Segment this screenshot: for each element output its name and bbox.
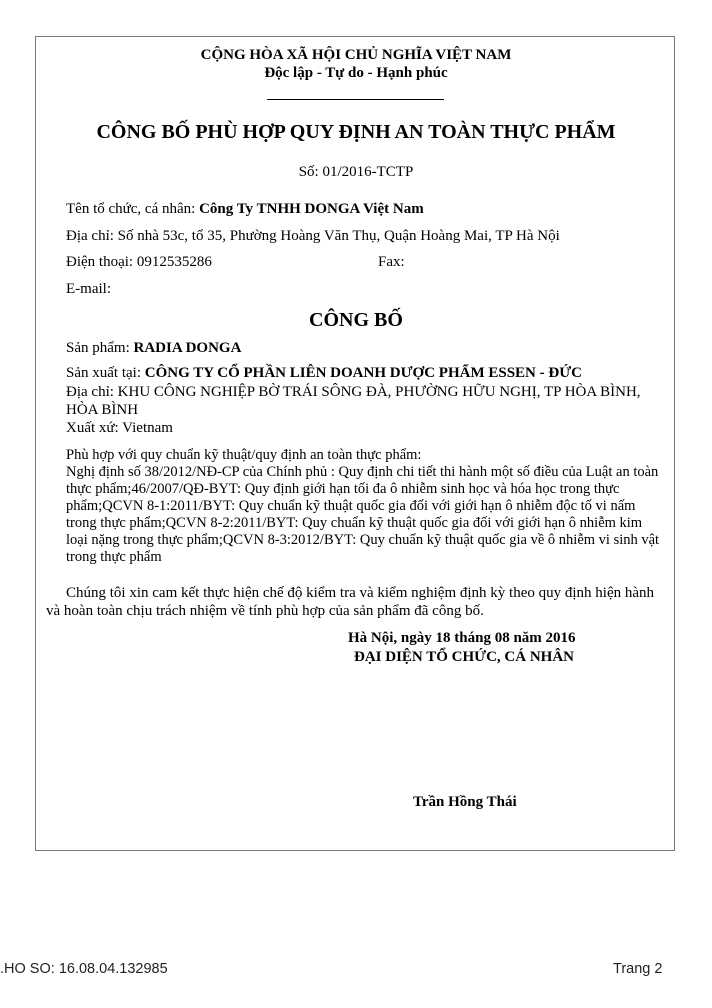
product-label: Sản phẩm: [66,340,130,356]
org-phone: Điện thoại: 0912535286 [66,254,212,270]
signer-name: Trần Hồng Thái [413,794,517,810]
org-fax: Fax: [378,254,405,270]
document-frame [35,36,675,851]
product-line [66,339,241,357]
announce-heading: CÔNG BỐ [309,309,403,331]
producer-value: CÔNG TY CỔ PHẦN LIÊN DOANH DƯỢC PHẨM ESSEN - ĐỨC [144,365,582,381]
signature-role: ĐẠI DIỆN TỔ CHỨC, CÁ NHÂN [354,649,575,665]
org-address: Địa chỉ: Số nhà 53c, tổ 35, Phường Hoàng Văn Thụ, Quận Hoàng Mai, TP Hà Nội [66,228,560,244]
origin: Xuất xứ: Vietnam [66,420,173,436]
standards-intro: Phù hợp với quy chuẩn kỹ thuật/quy định an toàn thực phẩm: [66,447,422,463]
country-heading: CỘNG HÒA XÃ HỘI CHỦ NGHĨA VIỆT NAM [200,47,512,63]
signature-date: Hà Nội, ngày 18 tháng 08 năm 2016 [348,630,576,646]
org-email: E-mail: [66,281,111,297]
producer-address: Địa chỉ: KHU CÔNG NGHIỆP BỜ TRÁI SÔNG ĐÀ, PHƯỜNG HỮU NGHỊ, TP HÒA BÌNH, HÒA BÌNH [66,384,641,418]
org-name-line [66,200,424,218]
document-title: CÔNG BỐ PHÙ HỢP QUY ĐỊNH AN TOÀN THỰC PHẨM [96,121,616,143]
org-name-label: Tên tổ chức, cá nhân: [66,201,196,217]
page-number: Trang 2 [613,961,663,977]
motto: Độc lập - Tự do - Hạnh phúc [264,65,448,81]
document-number: Số: 01/2016-TCTP [298,164,414,180]
standards-body: Nghị định số 38/2012/NĐ-CP của Chính phủ : Quy định chi tiết thi hành một số điều của Luật an toàn thực phẩm;46/2007/QĐ-BYT: Quy định giới hạn tối đa ô nhiễm sinh học và hóa học trong thực phẩm;QCVN 8-1:2011/BYT: Quy chuẩn kỹ thuật quốc gia đối với giới hạn ô nhiễm độc tố vi nấm trong thực phẩm;QCVN 8-2:2011/BYT: Quy chuẩn kỹ thuật quốc gia đối với giới hạn ô nhiễm kim loại nặng trong thực phẩm;QCVN 8-3:2012/BYT: Quy chuẩn kỹ thuật quốc gia về ô nhiễm vi sinh vật trong thực phẩm [66,464,660,565]
file-number: .HO SO: 16.08.04.132985 [0,961,168,977]
header-divider [267,99,444,100]
product-value: RADIA DONGA [133,340,242,356]
commitment-paragraph: Chúng tôi xin cam kết thực hiện chế độ kiểm tra và kiểm nghiệm định kỳ theo quy định hiện hành và hoàn toàn chịu trách nhiệm về tính phù hợp của sản phẩm đã công bố. [46,585,655,619]
producer-label: Sản xuất tại: [66,365,141,381]
producer-line [66,364,582,382]
org-name-value: Công Ty TNHH DONGA Việt Nam [199,201,424,217]
